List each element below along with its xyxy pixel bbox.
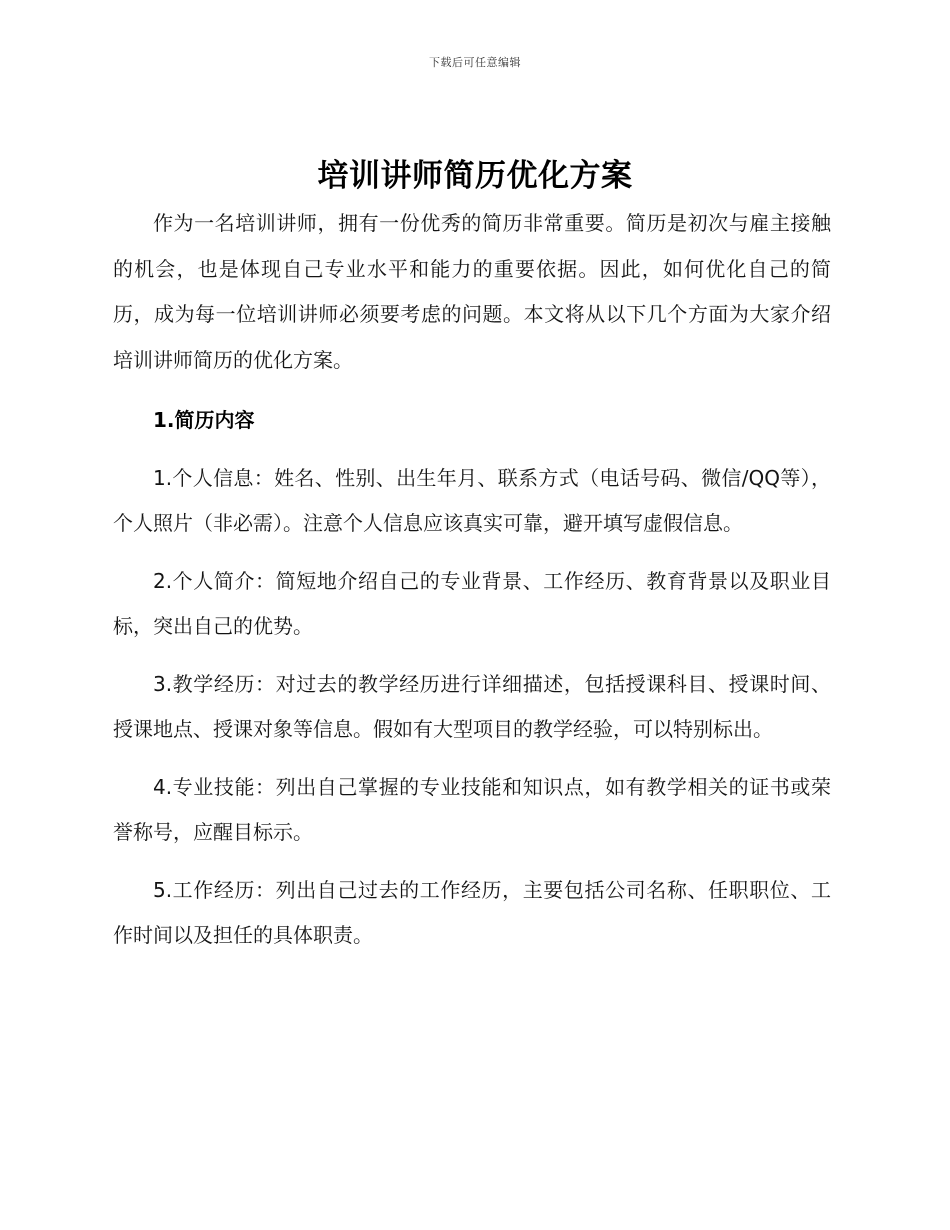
item-personal-profile: 2.个人简介：简短地介绍自己的专业背景、工作经历、教育背景以及职业目标，突出自己的优势。 [113,568,831,638]
item-personal-info: 1.个人信息：姓名、性别、出生年月、联系方式（电话号码、微信/QQ等），个人照片（非必需）。注意个人信息应该真实可靠，避开填写虚假信息。 [113,465,831,535]
document-title: 培训讲师简历优化方案 [317,158,633,194]
page-header-note: 下载后可任意编辑 [429,56,521,69]
section-heading: 1.简历内容 [153,408,255,432]
item-professional-skills: 4.专业技能：列出自己掌握的专业技能和知识点，如有教学相关的证书或荣誉称号，应醒目标示。 [113,774,831,844]
item-teaching-experience: 3.教学经历：对过去的教学经历进行详细描述，包括授课科目、授课时间、授课地点、授课对象等信息。假如有大型项目的教学经验，可以特别标出。 [113,671,831,741]
intro-paragraph: 作为一名培训讲师，拥有一份优秀的简历非常重要。简历是初次与雇主接触的机会，也是体现自己专业水平和能力的重要依据。因此，如何优化自己的简历，成为每一位培训讲师必须要考虑的问题。本文将从以下几个方面为大家介绍培训讲师简历的优化方案。 [113,211,831,372]
item-work-experience: 5.工作经历：列出自己过去的工作经历，主要包括公司名称、任职职位、工作时间以及担任的具体职责。 [113,877,831,947]
document-body [113,201,831,959]
